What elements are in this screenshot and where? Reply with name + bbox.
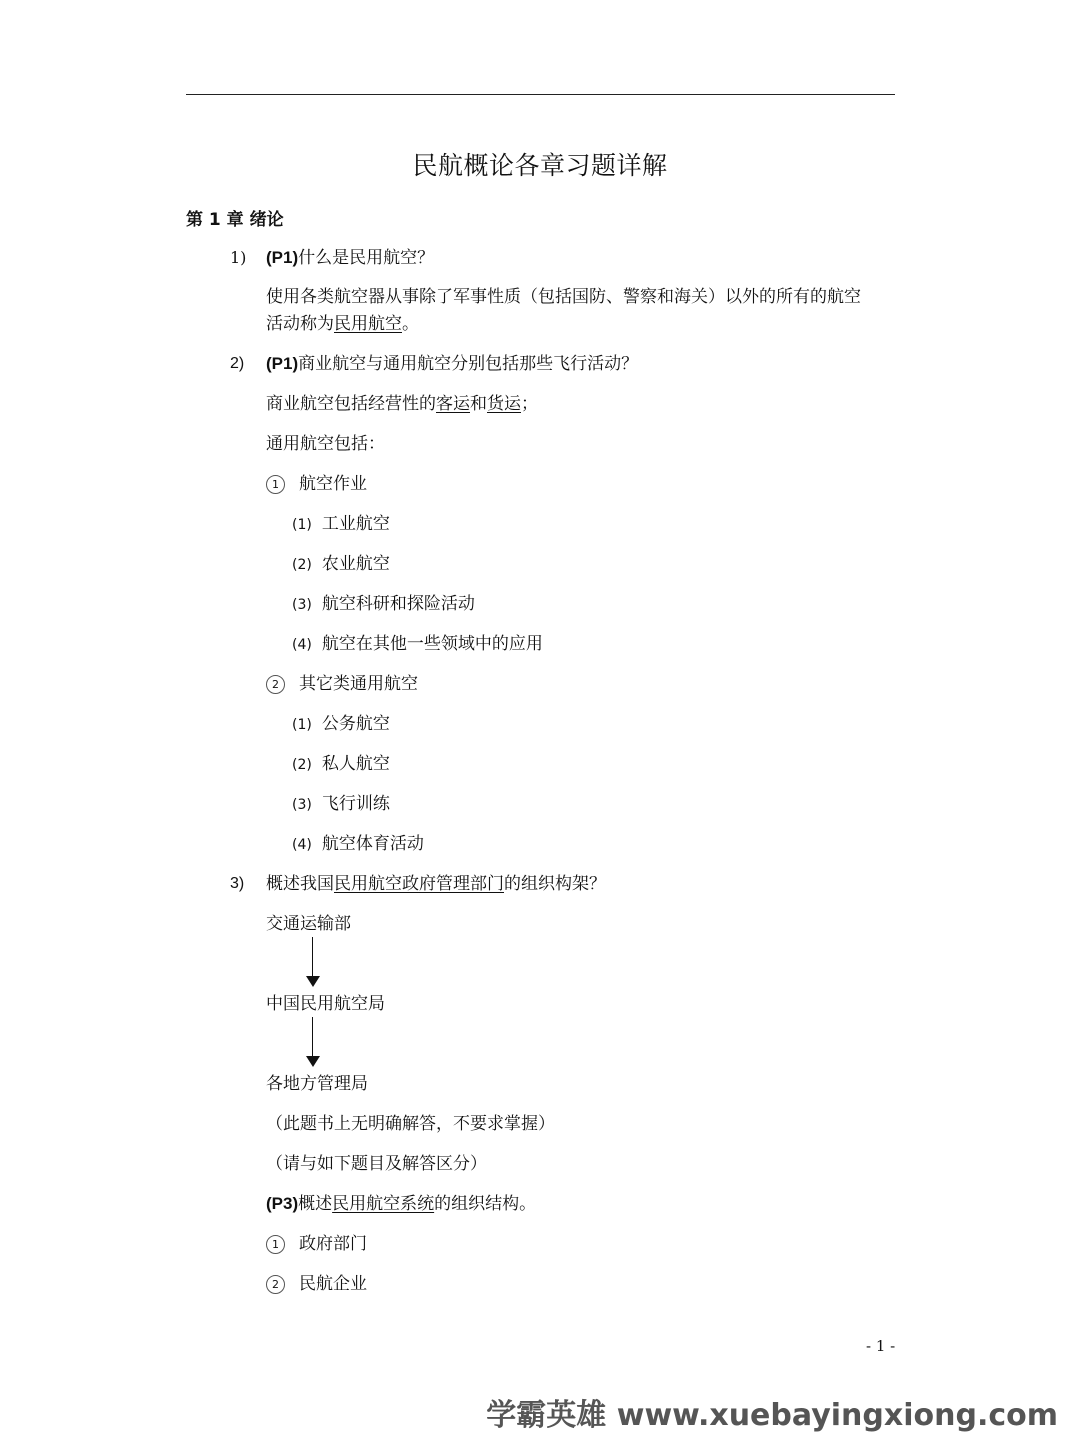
list-item xyxy=(292,552,390,577)
down-arrow-icon xyxy=(306,976,320,987)
sub-question-page-ref: (P3) xyxy=(266,1194,299,1213)
list-marker: (4) xyxy=(292,837,312,853)
circled-number: 2 xyxy=(266,675,285,694)
circled-number: 1 xyxy=(266,1235,285,1254)
list-item-label: 工业航空 xyxy=(321,514,390,534)
answer-2-line-1 xyxy=(266,392,538,416)
list-item-label: 航空科研和探险活动 xyxy=(321,594,475,614)
list-item xyxy=(292,712,390,737)
answer-2-term-cargo: 货运 xyxy=(487,394,521,414)
question-1-page-ref: (P1) xyxy=(266,248,299,267)
down-arrow-line xyxy=(312,937,313,977)
list-marker: (2) xyxy=(292,757,312,773)
question-2-number: 2) xyxy=(230,355,245,372)
list-item-label: 政府部门 xyxy=(299,1234,367,1254)
question-2-page-ref: (P1) xyxy=(266,354,299,373)
list-item xyxy=(266,1232,367,1256)
question-3 xyxy=(266,872,606,896)
answer-1-line-2 xyxy=(266,312,419,336)
note: （此题书上无明确解答，不要求掌握） xyxy=(266,1114,555,1134)
list-marker: (4) xyxy=(292,637,312,653)
sub-question-text: 概述 xyxy=(298,1194,333,1214)
note: （请与如下题目及解答区分） xyxy=(266,1154,487,1174)
answer-2-text: 商业航空包括经营性的 xyxy=(266,394,436,414)
list-item-label: 其它类通用航空 xyxy=(299,674,418,694)
question-1-number: 1) xyxy=(230,248,247,267)
answer-1-punct: 。 xyxy=(402,314,419,334)
org-node: 交通运输部 xyxy=(266,914,351,934)
answer-2-conj: 和 xyxy=(470,394,487,414)
answer-2-line-2: 通用航空包括： xyxy=(266,434,385,454)
sub-question xyxy=(266,1192,536,1216)
list-item xyxy=(266,472,367,496)
list-item xyxy=(292,792,390,817)
list-item-label: 航空体育活动 xyxy=(321,834,424,854)
answer-1-line-1: 使用各类航空器从事除了军事性质（包括国防、警察和海关）以外的所有的航空 xyxy=(266,287,861,307)
list-item-label: 公务航空 xyxy=(321,714,390,734)
list-item-label: 民航企业 xyxy=(299,1274,367,1294)
list-item-label: 飞行训练 xyxy=(321,794,390,814)
document-title: 民航概论各章习题详解 xyxy=(412,151,668,180)
question-3-text-end: 的组织构架？ xyxy=(504,874,606,894)
page-number: - 1 - xyxy=(866,1337,896,1355)
down-arrow-icon xyxy=(306,1056,320,1067)
list-item-label: 航空作业 xyxy=(299,474,367,494)
list-item xyxy=(292,752,390,777)
question-3-number: 3) xyxy=(230,875,245,892)
circled-number: 2 xyxy=(266,1275,285,1294)
answer-2-term-passenger: 客运 xyxy=(436,394,470,414)
answer-2-punct: ； xyxy=(521,394,538,414)
down-arrow-line xyxy=(312,1017,313,1057)
chapter-heading: 第 1 章 绪论 xyxy=(186,210,284,230)
org-node: 中国民用航空局 xyxy=(266,994,385,1014)
answer-1-underlined-term: 民用航空 xyxy=(334,314,402,334)
list-item xyxy=(292,512,390,537)
answer-1-text: 活动称为 xyxy=(266,314,334,334)
watermark: 学霸英雄 www.xuebayingxiong.com xyxy=(486,1398,1058,1433)
list-marker: (1) xyxy=(292,717,312,733)
list-marker: (3) xyxy=(292,597,312,613)
list-item-label: 航空在其他一些领域中的应用 xyxy=(321,634,543,654)
circled-number: 1 xyxy=(266,475,285,494)
list-item xyxy=(266,1272,367,1296)
list-marker: (3) xyxy=(292,797,312,813)
question-3-underlined-term: 民用航空政府管理部门 xyxy=(334,874,504,894)
list-item xyxy=(292,632,543,657)
question-2-text: 商业航空与通用航空分别包括那些飞行活动？ xyxy=(298,354,639,374)
header-rule xyxy=(186,94,895,95)
question-1 xyxy=(266,246,434,270)
question-1-text: 什么是民用航空？ xyxy=(298,248,435,268)
list-item-label: 农业航空 xyxy=(321,554,390,574)
list-marker: (1) xyxy=(292,517,312,533)
sub-question-underlined-term: 民用航空系统 xyxy=(332,1194,435,1214)
list-item xyxy=(266,672,418,696)
sub-question-text-end: 的组织结构。 xyxy=(434,1194,537,1214)
list-marker: (2) xyxy=(292,557,312,573)
org-node: 各地方管理局 xyxy=(266,1074,368,1094)
list-item xyxy=(292,832,424,857)
question-2 xyxy=(266,352,638,376)
question-3-text: 概述我国 xyxy=(266,874,334,894)
list-item-label: 私人航空 xyxy=(321,754,390,774)
list-item xyxy=(292,592,475,617)
